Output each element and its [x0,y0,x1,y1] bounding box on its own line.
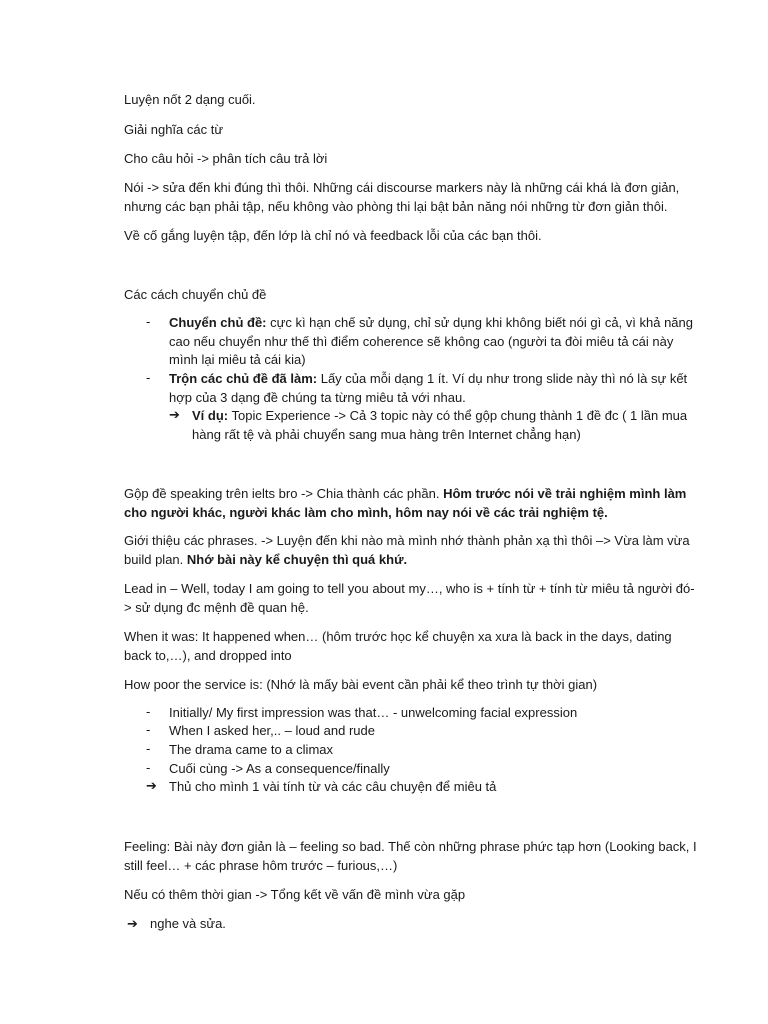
arrow-item-adjectives: Thủ cho mình 1 vài tính từ và các câu chuyện để miêu tả [169,779,497,794]
list-item: Initially/ My first impression was that… - unwelcoming facial expression [169,705,578,720]
para-extra-time: Nếu có thêm thời gian -> Tổng kết về vấn đề mình vừa gặp [124,887,466,902]
bullet-dash: - [146,741,151,756]
line-practice: Luyện nốt 2 dạng cuối. [124,92,256,107]
para-lead-in: Lead in – Well, today I am going to tell you about my…, who is + tính từ + tính từ miêu tả người đó-> sử dụng đc mệnh đề quan hệ. [124,581,695,615]
bullet-dash: - [146,760,151,775]
bullet-item-label: Chuyển chủ đề: [169,315,267,330]
para-text: Gộp đề speaking trên ielts bro -> Chia thành các phần. [124,486,444,501]
para-how-poor: How poor the service is: (Nhớ là mấy bài event cần phải kể theo trình tự thời gian) [124,677,598,692]
para-feeling: Feeling: Bài này đơn giản là – feeling so bad. Thế còn những phrase phức tạp hơn (Looking back, I still feel… + các phrase hôm trước – furious,…) [124,839,697,873]
bullet-item-label: Trộn các chủ đề đã làm: [169,371,318,386]
heading-switch-topic: Các cách chuyển chủ đề [124,287,267,302]
line-home: Về cố gắng luyện tập, đến lớp là chỉ nó và feedback lỗi của các bạn thôi. [124,228,542,243]
bullet-dash: - [146,704,151,719]
bullet-dash: - [146,370,151,385]
para-when-it-was: When it was: It happened when… (hôm trước học kể chuyện xa xưa là back in the days, dating back to,…), and dropped into [124,629,672,663]
arrow-icon: ➔ [169,407,180,422]
bullet-item-text: Lấy của mỗi dạng 1 ít. Ví dụ như trong slide này thì nó là sự kết hợp của 3 dạng đề chúng ta từng miêu tả với nhau. [169,371,688,405]
bullet-item-mix [169,370,705,407]
bullet-item-switch [169,314,705,370]
bullet-dash: - [146,314,151,329]
list-item: Cuối cùng -> As a consequence/finally [169,761,390,776]
list-item: The drama came to a climax [169,742,334,757]
sub-item-example [192,407,702,444]
line-speak: Nói -> sửa đến khi đúng thì thôi. Những cái discourse markers này là những cái khá là đơn giản, nhưng các bạn phải tập, nếu không vào phòng thi lại bật bản năng nói những từ đơn giản thôi. [124,180,680,214]
para-merge-topics [124,484,702,522]
arrow-icon: ➔ [146,778,157,793]
para-phrases [124,531,702,569]
final-note: nghe và sửa. [150,916,226,931]
line-question: Cho câu hỏi -> phân tích câu trả lời [124,151,328,166]
para-bold: Hôm trước nói về trải nghiệm mình làm cho người khác, người khác làm cho mình, hôm nay nói về các trải nghiệm tệ. [124,486,687,520]
sub-item-label: Ví dụ: [192,408,229,423]
bullet-item-text: cực kì hạn chế sử dụng, chỉ sử dụng khi không biết nói gì cả, vì khả năng cao nếu chuyển như thế thì điểm coherence sẽ không cao (người ta đòi miêu tả cái này mình lại miêu tả cái kia) [169,315,693,367]
para-text: Giới thiệu các phrases. -> Luyện đến khi nào mà mình nhớ thành phản xạ thì thôi –> Vừa làm vừa build plan. [124,533,690,567]
list-item: When I asked her,.. – loud and rude [169,723,375,738]
sub-item-text: Topic Experience -> Cả 3 topic này có thể gộp chung thành 1 đề đc ( 1 lần mua hàng rất tệ và phải chuyển sang mua hàng trên Internet chẳng hạn) [192,408,688,442]
bullet-dash: - [146,722,151,737]
para-bold: Nhớ bài này kể chuyện thì quá khứ. [186,552,408,567]
line-explain: Giải nghĩa các từ [124,122,224,137]
arrow-icon: ➔ [127,916,138,931]
